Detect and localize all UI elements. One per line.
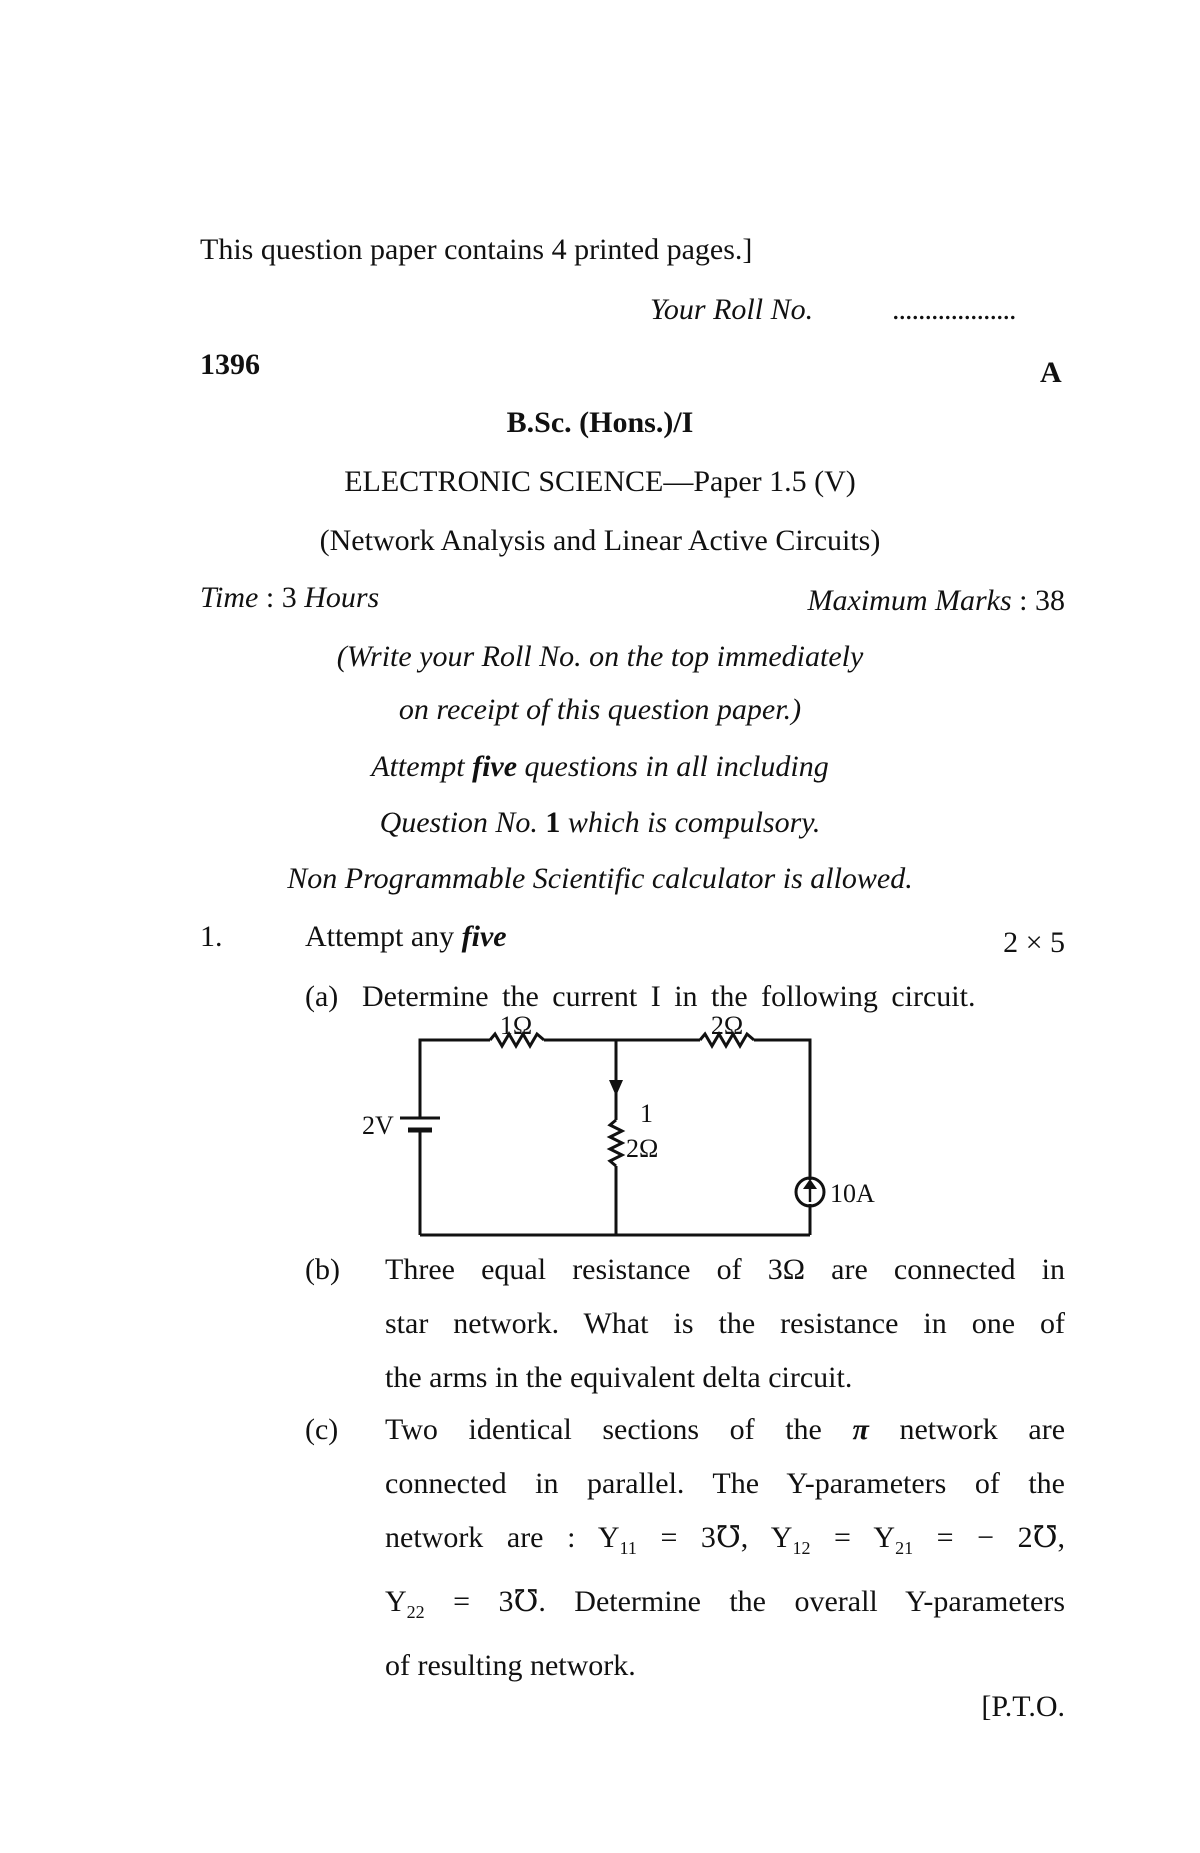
circuit-r3-label: 2Ω xyxy=(626,1134,659,1163)
instruction-roll-line1: (Write your Roll No. on the top immediately xyxy=(336,640,864,673)
instruction-attempt-line: Attempt five questions in all including xyxy=(371,750,829,783)
instruction-roll-line2: on receipt of this question paper.) xyxy=(398,693,802,726)
circuit-diagram xyxy=(0,1011,1200,1270)
instruction-calculator-line: Non Programmable Scientific calculator is allowed. xyxy=(287,862,913,895)
part-a-text: Determine the current I in the following circuit. xyxy=(362,980,976,1013)
part-c-text: Two identical sections of the π network are connected in parallel. The Y-parameters of the network are : $Y_{11}$ = 3℧, $Y_{12} = Y_{21}$ = − 2℧, $Y_{22}$ = 3℧. Determine the overall Y-parameters of resulting network. xyxy=(385,1413,1066,1682)
circuit-r2-label: 2Ω xyxy=(710,1011,744,1040)
question-prompt: Attempt any five xyxy=(305,920,507,953)
instruction-compulsory-line: Question No. 1 which is compulsory. xyxy=(379,806,821,839)
page-count-note: This question paper contains 4 printed pages.] xyxy=(200,233,753,266)
roll-number-label: Your Roll No. xyxy=(650,293,814,326)
part-a-label: (a) xyxy=(305,980,339,1013)
marks-value: 38 xyxy=(1035,584,1065,617)
paper-code: 1396 xyxy=(200,348,260,381)
paper-subtitle: (Network Analysis and Linear Active Circuits) xyxy=(319,524,881,557)
marks-label: Maximum Marks xyxy=(807,584,1012,617)
subject-title: ELECTRONIC SCIENCE—Paper 1.5 (V) xyxy=(344,465,856,498)
circuit-r1-label: 1Ω xyxy=(499,1011,533,1040)
circuit-voltage-label: 2V xyxy=(362,1111,394,1140)
time-label: Time xyxy=(200,581,259,614)
circuit-current-label: 1 xyxy=(640,1099,653,1128)
part-b-text: Three equal resistance of 3Ω are connected in star network. What is the resistance in one of the arms in the equivalent delta circuit. xyxy=(385,1253,1065,1394)
time-info: Time : 3 Hours xyxy=(200,581,380,614)
question-marks: 2 × 5 xyxy=(1003,926,1065,959)
roll-number-blank: ................... xyxy=(892,293,1016,326)
set-letter: A xyxy=(1040,356,1062,389)
part-b-label: (b) xyxy=(305,1253,340,1286)
course-title: B.Sc. (Hons.)/I xyxy=(506,406,694,439)
question-number: 1. xyxy=(200,920,223,953)
part-c-label: (c) xyxy=(305,1413,339,1446)
max-marks-info: Maximum Marks : 38 xyxy=(807,584,1065,617)
please-turn-over: [P.T.O. xyxy=(981,1690,1065,1723)
circuit-source-label: 10A xyxy=(830,1179,875,1208)
